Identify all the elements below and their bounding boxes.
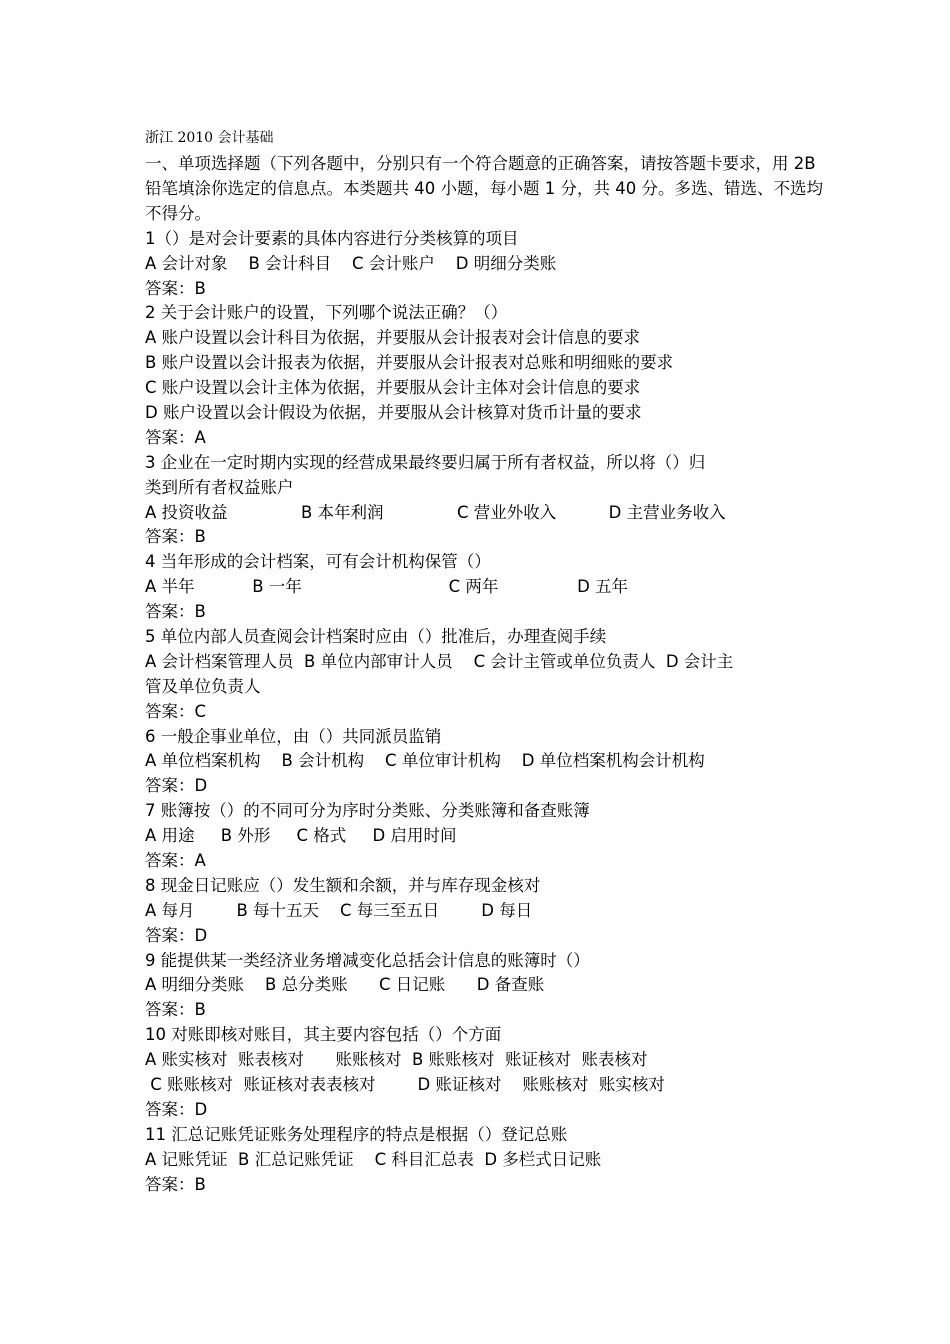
text-line: 7 账簿按（）的不同可分为序时分类账、分类账簿和备查账簿 [145,801,590,821]
text-line: 2 关于会计账户的设置，下列哪个说法正确？（） [145,303,508,323]
text-line: A 会计档案管理人员 B 单位内部审计人员 C 会计主管或单位负责人 D 会计主 [145,651,734,671]
text-line: D 账户设置以会计假设为依据，并要服从会计核算对货币计量的要求 [145,402,642,422]
text-line: 8 现金日记账应（）发生额和余额，并与库存现金核对 [145,875,541,895]
document-title: 浙江 2010 会计基础 [145,130,274,146]
text-line: 答案：B [145,527,206,547]
text-line: 答案：B [145,278,206,298]
text-line: 9 能提供某一类经济业务增减变化总括会计信息的账簿时（） [145,950,590,970]
section-intro: 一、单项选择题（下列各题中，分别只有一个符合题意的正确答案，请按答题卡要求，用 2B 铅笔填涂你选定的信息点。本类题共 40 小题，每小题 1 分，共 40 分。多选、错选、不选均不得分。 [145,154,823,223]
text-line: 答案：B [145,1174,206,1194]
text-line: A 单位档案机构 B 会计机构 C 单位审计机构 D 单位档案机构会计机构 [145,751,705,771]
question-list [145,227,825,1198]
text-line: A 明细分类账 B 总分类账 C 日记账 D 备查账 [145,975,545,995]
text-line: 类到所有者权益账户 [145,477,294,497]
text-line: C 账户设置以会计主体为依据，并要服从会计主体对会计信息的要求 [145,378,641,398]
text-line: 11 汇总记账凭证账务处理程序的特点是根据（）登记总账 [145,1124,568,1144]
text-line: C 账账核对 账证核对表表核对 D 账证核对 账账核对 账实核对 [145,1075,665,1094]
text-line: A 每月 B 每十五天 C 每三至五日 D 每日 [145,900,533,920]
text-line: A 半年 B 一年 C 两年 D 五年 [145,577,629,597]
text-line: 答案：B [145,1000,206,1020]
text-line: 答案：A [145,850,206,870]
text-line: A 记账凭证 B 汇总记账凭证 C 科目汇总表 D 多栏式日记账 [145,1149,602,1169]
text-line: 1（）是对会计要素的具体内容进行分类核算的项目 [145,228,519,248]
text-line: 4 当年形成的会计档案，可有会计机构保管（） [145,552,491,572]
document-body [145,128,825,1197]
text-line: 答案：D [145,1099,208,1119]
text-line: 6 一般企事业单位，由（）共同派员监销 [145,726,442,746]
text-line: A 账户设置以会计科目为依据，并要服从会计报表对会计信息的要求 [145,328,641,348]
text-line: A 会计对象 B 会计科目 C 会计账户 D 明细分类账 [145,253,557,273]
text-line: 10 对账即核对账目，其主要内容包括（）个方面 [145,1025,502,1045]
text-line: 答案：D [145,925,208,945]
text-line: A 账实核对 账表核对 账账核对 B 账账核对 账证核对 账表核对 [145,1050,648,1070]
text-line: 答案：D [145,776,208,796]
text-line: B 账户设置以会计报表为依据，并要服从会计报表对总账和明细账的要求 [145,353,674,373]
text-line: 答案：C [145,701,207,721]
text-line: A 用途 B 外形 C 格式 D 启用时间 [145,826,457,846]
text-line: 答案：B [145,602,206,622]
text-line: A 投资收益 B 本年利润 C 营业外收入 D 主营业务收入 [145,502,726,522]
text-line: 管及单位负责人 [145,676,261,696]
text-line: 3 企业在一定时期内实现的经营成果最终要归属于所有者权益，所以将（）归 [145,452,706,472]
text-line: 5 单位内部人员查阅会计档案时应由（）批准后，办理查阅手续 [145,626,607,646]
text-line: 答案：A [145,427,206,447]
